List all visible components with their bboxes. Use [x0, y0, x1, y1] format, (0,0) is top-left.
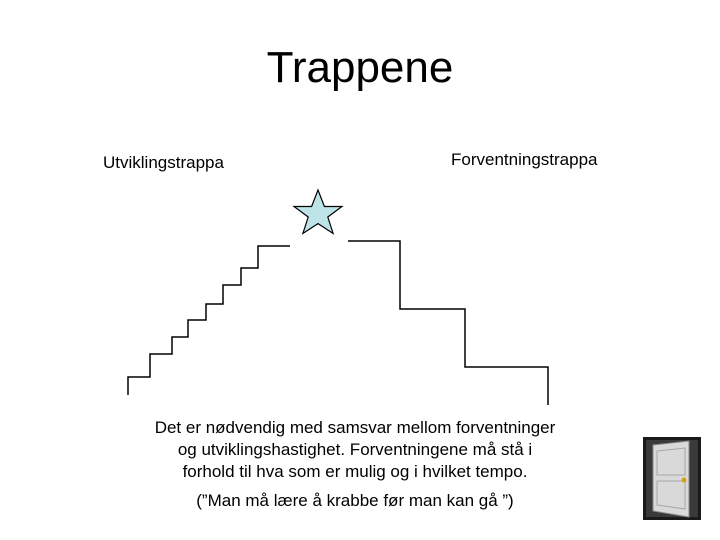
- body-line: forhold til hva som er mulig og i hvilket tempo.: [182, 462, 528, 481]
- forventningstrappa-label: Forventningstrappa: [451, 150, 598, 169]
- star-icon: [294, 190, 342, 234]
- quote-text: (”Man må lære å krabbe før man kan gå ”): [196, 491, 514, 510]
- utviklingstrappa-label: Utviklingstrappa: [103, 153, 224, 172]
- body-text: [120, 417, 590, 483]
- door-icon[interactable]: [643, 437, 701, 520]
- expectation-staircase: [348, 241, 548, 405]
- development-staircase: [128, 246, 290, 395]
- body-line: Det er nødvendig med samsvar mellom forventninger: [154, 418, 556, 437]
- body-line: og utviklingshastighet. Forventningene må stå i: [177, 440, 533, 459]
- slide-title: Trappene: [266, 43, 454, 92]
